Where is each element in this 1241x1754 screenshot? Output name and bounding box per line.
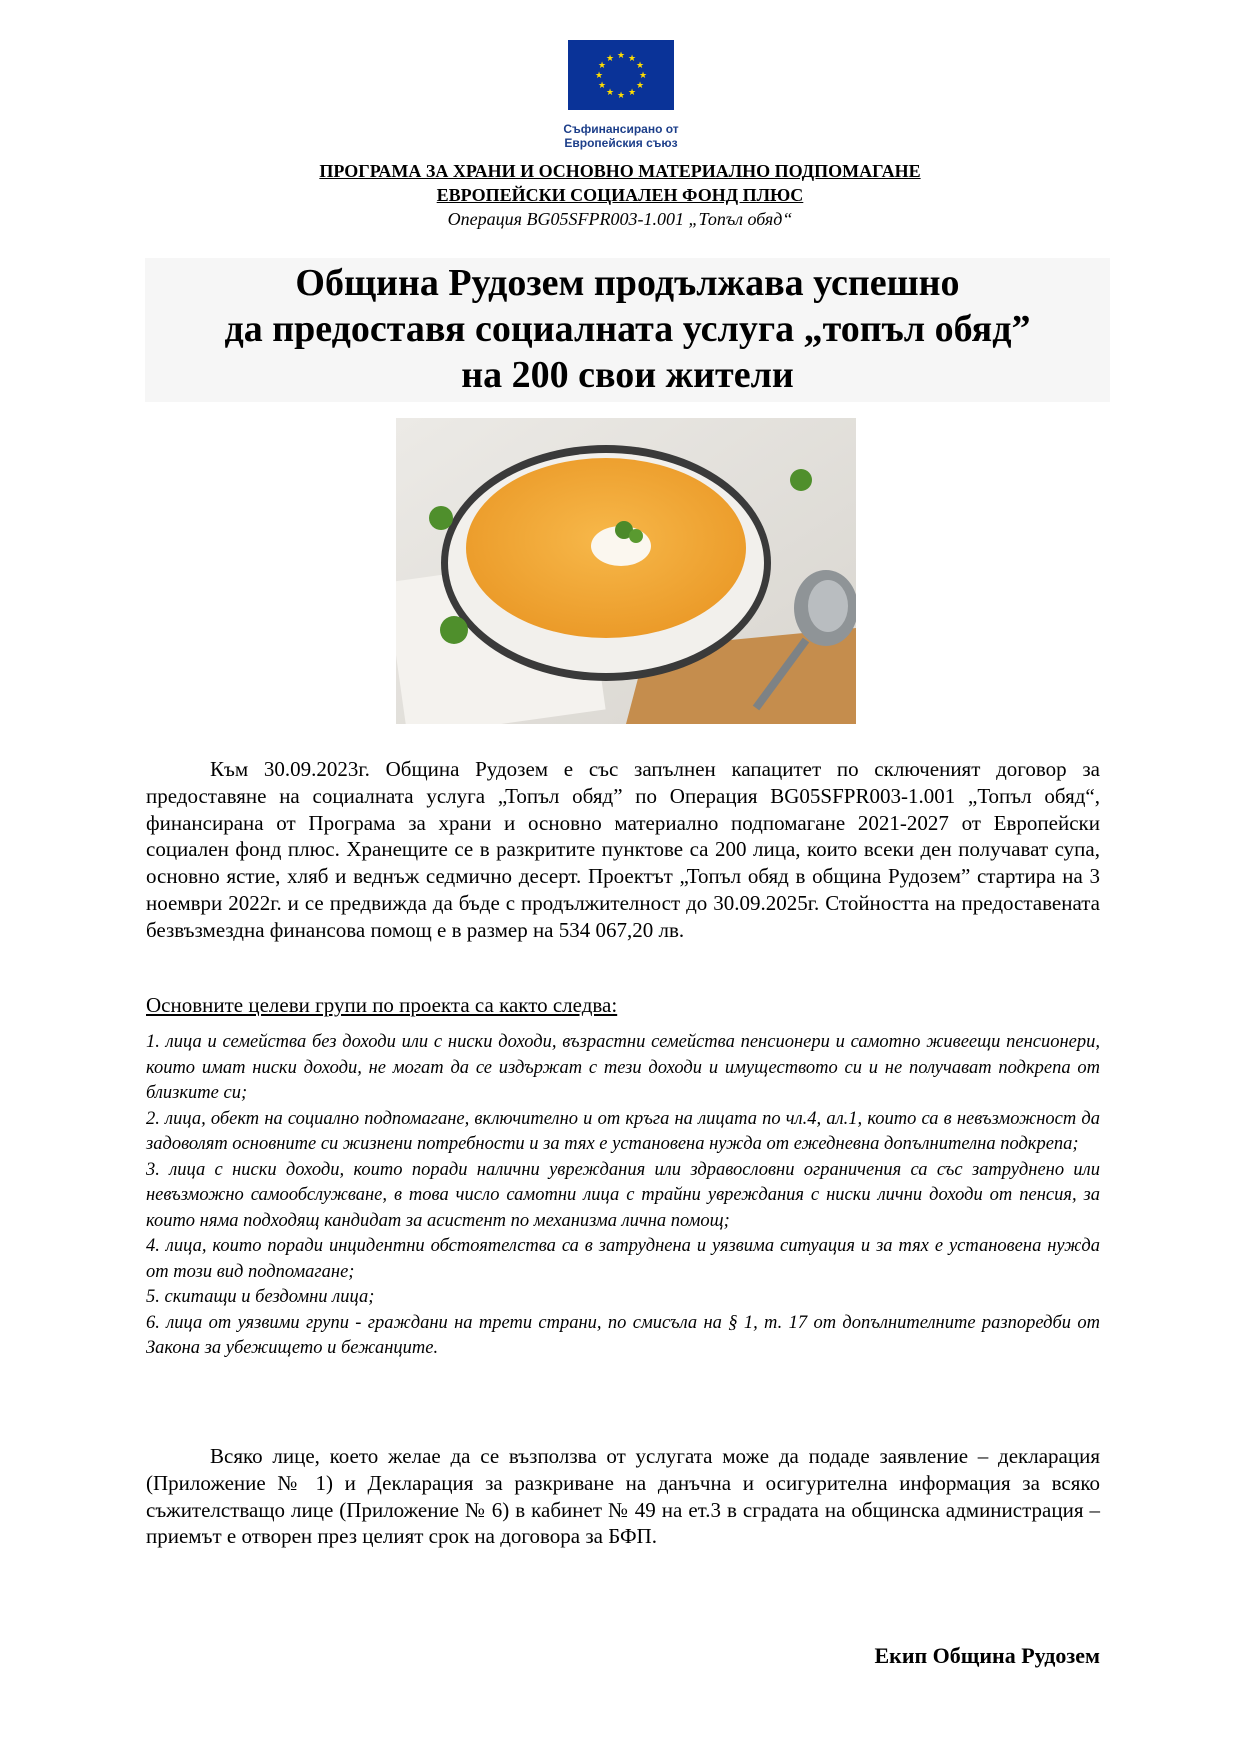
list-item: 1. лица и семейства без доходи или с ниски доходи, възрастни семейства пенсионери и самотно живеещи пенсионери, които имат ниски доходи, не могат да се издържат с тези доходи и имуществото си и не получават подкрепа от близките си; xyxy=(146,1032,1100,1103)
list-item: 4. лица, които поради инцидентни обстоятелства са в затруднена и уязвима ситуация и за тях е установена нужда от този вид подпомагане; xyxy=(146,1236,1100,1282)
svg-text:★: ★ xyxy=(594,71,604,81)
title-line3: на 200 свои жители xyxy=(461,354,794,396)
paragraph-intro: Към 30.09.2023г. Община Рудозем е със запълнен капацитет по сключеният договор за предоставяне на социалната услуга „Топъл обяд” по Операция BG05SFPR003-1.001 „Топъл обяд“, финансирана от Програма за храни и основно материално подпомагане 2021-2027 от Европейски социален фонд плюс. Хранещите се в разкритите пунктове са 200 лица, които всеки ден получават супа, основно ястие, хляб и веднъж седмично десерт. Проектът „Топъл обяд в община Рудозем” стартира на 3 ноември 2022г. и се предвижда да бъде с продължителност до 30.09.2025г. Стойността на предоставената безвъзмездна финансова помощ е в размер на 534 067,20 лв. xyxy=(146,757,1100,942)
eu-flag-icon xyxy=(568,40,674,110)
program-title-line1: ПРОГРАМА ЗА ХРАНИ И ОСНОВНО МАТЕРИАЛНО ПОДПОМАГАНЕ xyxy=(319,161,921,181)
soup-photo xyxy=(396,418,856,724)
list-item: 2. лица, обект на социално подпомагане, включително и от кръга на лицата по чл.4, ал.1, които са в невъзможност да задоволят основните си жизнени потребности и за тях е установена нужда от ежедневна допълнителна подкрепа; xyxy=(146,1108,1100,1154)
list-item: 3. лица с ниски доходи, които поради налични увреждания или здравословни ограничения са със затруднено или невъзможно самообслужване, в това число самотни лица с трайни увреждания с ниски лични доходи от пенсия, за които няма подходящ кандидат за асистент по механизма лична помощ; xyxy=(146,1159,1100,1231)
svg-text:★: ★ xyxy=(605,54,615,64)
paragraph-application: Всяко лице, което желае да се възползва от услугата може да подаде заявление – декларация (Приложение № 1) и Декларация за разкриване на данъчна и осигурителна информация за всяко съжителстващо лице (Приложение № 6) в кабинет № 49 на ет.3 в сградата на общинска администрация – приемът е отворен през целият срок на договора за БФП. xyxy=(146,1444,1100,1549)
eu-logo xyxy=(521,40,721,150)
svg-text:★: ★ xyxy=(597,81,607,91)
signature: Екип Община Рудозем xyxy=(874,1643,1100,1668)
svg-text:★: ★ xyxy=(627,88,637,98)
page-title xyxy=(145,260,1110,398)
svg-text:★: ★ xyxy=(627,54,637,64)
svg-text:★: ★ xyxy=(635,61,645,71)
svg-text:★: ★ xyxy=(597,61,607,71)
title-line2: да предоставя социалната услуга „топъл обяд” xyxy=(224,308,1031,350)
svg-text:★: ★ xyxy=(616,91,626,101)
svg-text:★: ★ xyxy=(605,88,615,98)
eu-caption-line2: Европейския съюз xyxy=(564,136,678,150)
svg-text:★: ★ xyxy=(635,81,645,91)
list-item: 5. скитащи и бездомни лица; xyxy=(146,1287,375,1307)
svg-text:★: ★ xyxy=(638,71,648,81)
svg-text:★: ★ xyxy=(616,51,626,61)
eu-caption-line1: Съфинансирано от xyxy=(563,122,679,136)
title-line1: Община Рудозем продължава успешно xyxy=(295,262,960,304)
program-title-line2: ЕВРОПЕЙСКИ СОЦИАЛЕН ФОНД ПЛЮС xyxy=(436,185,804,205)
target-groups-list xyxy=(146,1030,1100,1362)
target-groups-heading: Основните целеви групи по проекта са както следва: xyxy=(146,993,618,1017)
list-item: 6. лица от уязвими групи - граждани на трети страни, по смисъла на § 1, т. 17 от допълнителните разпоредби от Закона за убежището и бежанците. xyxy=(146,1312,1100,1358)
operation-title: Операция BG05SFPR003-1.001 „Топъл обяд“ xyxy=(447,209,793,229)
